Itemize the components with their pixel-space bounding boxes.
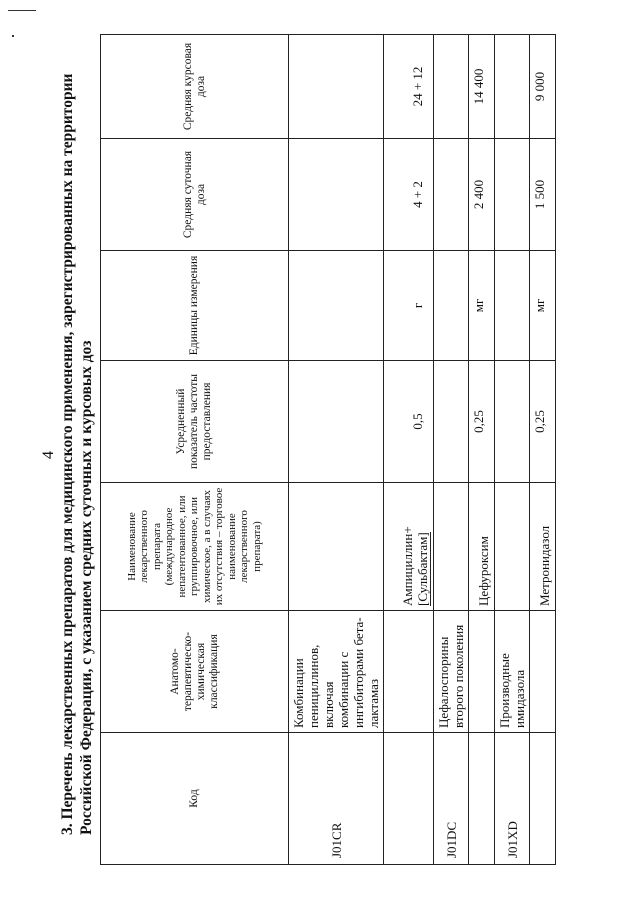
empty-cell [469, 611, 495, 733]
empty-cell [289, 361, 384, 483]
unit-cell: г [384, 251, 434, 361]
page-number: 4 [40, 451, 57, 459]
header-code: Код [101, 733, 289, 865]
empty-cell [289, 35, 384, 139]
heading-line-1: 3. Перечень лекарственных препаратов для медицинского применения, зарегистрированных на территории [59, 73, 76, 835]
atc-cell: Производные имидазола [495, 611, 530, 733]
unit-cell: мг [469, 251, 495, 361]
header-daily-dose: Средняя суточная доза [101, 139, 289, 251]
drug-cell [384, 483, 434, 611]
empty-cell [530, 611, 556, 733]
empty-cell [495, 251, 530, 361]
table-row [384, 35, 434, 865]
empty-cell [434, 35, 469, 139]
daily-dose-cell: 2 400 [469, 139, 495, 251]
table-row [495, 35, 530, 865]
table-row [530, 35, 556, 865]
frequency-cell: 0,25 [469, 361, 495, 483]
header-unit: Единицы измерения [101, 251, 289, 361]
table-row [289, 35, 384, 865]
course-dose-cell: 24 + 12 [384, 35, 434, 139]
course-dose-cell: 14 400 [469, 35, 495, 139]
section-heading [58, 25, 96, 835]
empty-cell [289, 139, 384, 251]
drug-name: Ампициллин+ [400, 526, 415, 606]
daily-dose-cell: 1 500 [530, 139, 556, 251]
header-course-dose: Средняя курсовая доза [101, 35, 289, 139]
drug-cell: Метронидазол [530, 483, 556, 611]
atc-cell: Комбинации пенициллинов, включая комбинации с ингибиторами бета-лактамаз [289, 611, 384, 733]
empty-cell [384, 733, 434, 865]
heading-line-2: Российской Федерации, с указанием средних суточных и курсовых доз [78, 340, 95, 835]
table-row [434, 35, 469, 865]
empty-cell [495, 35, 530, 139]
empty-cell [434, 139, 469, 251]
daily-dose-cell: 4 + 2 [384, 139, 434, 251]
empty-cell [289, 483, 384, 611]
empty-cell [289, 251, 384, 361]
code-cell: J01CR [289, 733, 384, 865]
empty-cell [495, 361, 530, 483]
table-header-row [101, 35, 289, 865]
empty-cell [495, 139, 530, 251]
unit-cell: мг [530, 251, 556, 361]
empty-cell [384, 611, 434, 733]
empty-cell [495, 483, 530, 611]
code-cell: J01XD [495, 733, 530, 865]
empty-cell [469, 733, 495, 865]
header-frequency: Усредненный показатель частоты предоставления [101, 361, 289, 483]
empty-cell [434, 483, 469, 611]
empty-cell [530, 733, 556, 865]
header-drug: Наименование лекарственного препарата (международное непатентованное, или группировочное, или химическое, а в случаях их отсутствия – торговое наименование лекарственного препарата) [101, 483, 289, 611]
code-cell: J01DC [434, 733, 469, 865]
atc-cell: Цефалоспорины второго поколения [434, 611, 469, 733]
frequency-cell: 0,25 [530, 361, 556, 483]
table-row [469, 35, 495, 865]
drug-cell: Цефуроксим [469, 483, 495, 611]
drug-bracket: [Сульбактам] [415, 532, 430, 606]
empty-cell [434, 251, 469, 361]
course-dose-cell: 9 000 [530, 35, 556, 139]
empty-cell [434, 361, 469, 483]
drug-table [100, 34, 556, 865]
header-atc: Анатомо-терапевтическо-химическая классификация [101, 611, 289, 733]
frequency-cell: 0,5 [384, 361, 434, 483]
